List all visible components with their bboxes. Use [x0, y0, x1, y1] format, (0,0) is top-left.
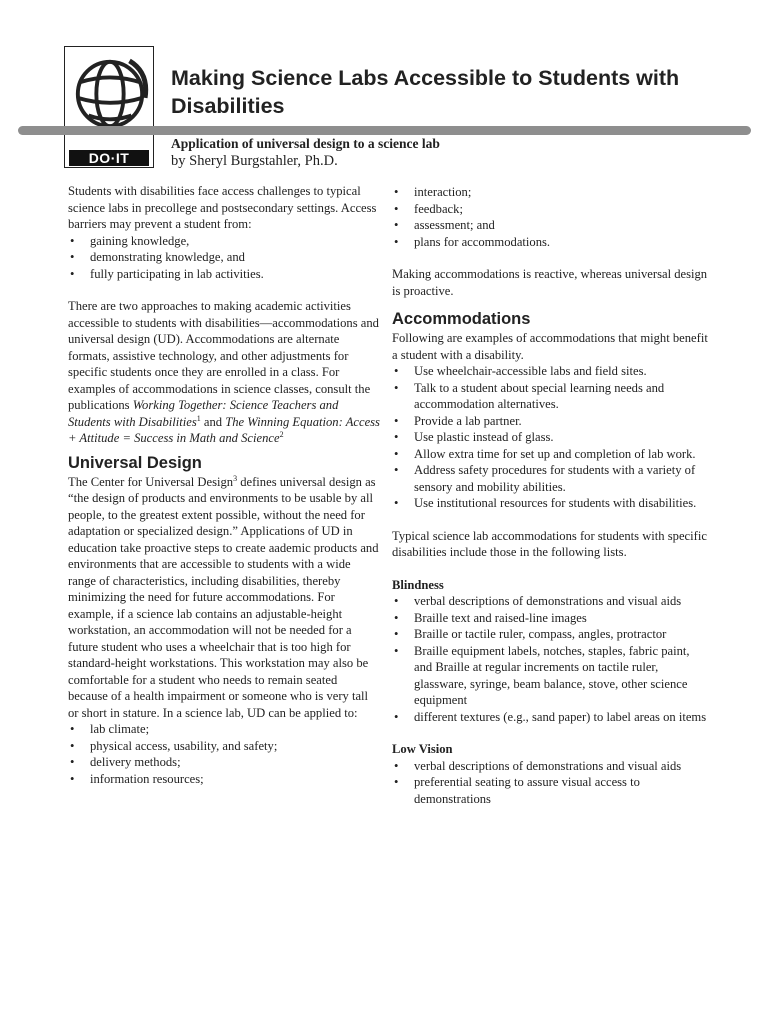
section-heading-accommodations: Accommodations	[392, 310, 531, 328]
intro-paragraph: Students with disabilities face access challenges to typical science labs in precollege and postsecondary settings. Access barriers may prevent a student from:	[68, 184, 377, 231]
list-item: • lab climate;	[68, 721, 380, 738]
list-item: • Braille equipment labels, notches, staples, fabric paint, and Braille at regular increments on tactile ruler, glassware, syringe, beam balance, stove, other science equipment	[392, 643, 710, 709]
ud-list-continued	[392, 184, 710, 250]
list-item: • fully participating in lab activities.	[68, 266, 380, 283]
accommodations-list	[392, 363, 710, 512]
list-item: • physical access, usability, and safety;	[68, 738, 380, 755]
ud-list	[68, 721, 380, 787]
left-column	[68, 183, 380, 787]
blindness-list	[392, 593, 710, 725]
list-item: • Braille text and raised-line images	[392, 610, 710, 627]
list-item: • assessment; and	[392, 217, 710, 234]
list-item: • different textures (e.g., sand paper) to label areas on items	[392, 709, 710, 726]
list-item: • Use wheelchair-accessible labs and field sites.	[392, 363, 710, 380]
list-item: • preferential seating to assure visual access to demonstrations	[392, 774, 710, 807]
subheading-blindness: Blindness	[392, 577, 444, 592]
reactive-paragraph: Making accommodations is reactive, whereas universal design is proactive.	[392, 267, 708, 298]
typical-paragraph: Typical science lab accommodations for students with specific disabilities include those in the following lists.	[392, 528, 707, 559]
list-item: • Address safety procedures for students with a variety of sensory and mobility abilities.	[392, 462, 710, 495]
list-item: • demonstrating knowledge, and	[68, 249, 380, 266]
intro-list	[68, 233, 380, 283]
list-item: • interaction;	[392, 184, 710, 201]
subtitle: Application of universal design to a science lab	[171, 136, 440, 151]
publication-link[interactable]: The Winning Equation: Access + Attitude = Success in Math and Science	[68, 414, 380, 445]
globe-icon	[71, 55, 149, 133]
footnote-ref: 3	[233, 473, 238, 483]
list-item: • Talk to a student about special learning needs and accommodation alternatives.	[392, 380, 710, 413]
list-item: • information resources;	[68, 771, 380, 788]
accommodations-intro: Following are examples of accommodations that might benefit a student with a disability.	[392, 331, 708, 362]
list-item: • verbal descriptions of demonstrations and visual aids	[392, 593, 710, 610]
footnote-ref: 2	[279, 430, 284, 439]
approaches-paragraph: There are two approaches to making academic activities accessible to students with disabilities—accommodations and universal design (UD). Accommodations are alternate formats, assistive technology, and other adjustments for specific students once they are enrolled in a class. For examples of accommodations in science classes, consult the publications Working Together: Science Teachers and Students with Disabilities$^1$ and The Winning Equation: Access + Attitude = Success in Math and Science$^2$	[68, 299, 380, 445]
publication-link[interactable]: Working Together: Science Teachers and Students with Disabilities	[68, 398, 339, 429]
header-divider	[18, 126, 751, 135]
list-item: • verbal descriptions of demonstrations and visual aids	[392, 758, 710, 775]
ud-paragraph: The Center for Universal Design$^3$ defines universal design as “the design of products and environments to be usable by all people, to the greatest extent possible, without the need for adaptation or specialized design.” Applications of UD in education take proactive steps to create aademic products and environments that are accessible to students with a wide range of characteristics, including disabilities, thereby minimizing the need for future accommodations. For example, if a science lab contains an adjustable-height workstation, an accommodation will not be needed for a future student who uses a wheelchair that is too high for standard-height workstations. This workstation may also be comfortable for a student who needs to remain seated because of a health impairment or someone who is very tall or short in stature. In a science lab, UD can be applied to:	[68, 473, 379, 720]
list-item: • plans for accommodations.	[392, 234, 710, 251]
subheading-low-vision: Low Vision	[392, 742, 453, 756]
list-item: • Allow extra time for set up and completion of lab work.	[392, 446, 710, 463]
byline: by Sheryl Burgstahler, Ph.D.	[171, 153, 338, 169]
list-item: • Braille or tactile ruler, compass, angles, protractor	[392, 626, 710, 643]
section-heading-universal-design: Universal Design	[68, 453, 202, 472]
list-item: • Use plastic instead of glass.	[392, 429, 710, 446]
list-item: • gaining knowledge,	[68, 233, 380, 250]
list-item: • delivery methods;	[68, 754, 380, 771]
list-item: • Use institutional resources for students with disabilities.	[392, 495, 710, 512]
page-title: Making Science Labs Accessible to Students with Disabilities	[171, 66, 680, 118]
low-vision-list	[392, 758, 710, 808]
right-column	[392, 184, 710, 807]
list-item: • Provide a lab partner.	[392, 413, 710, 430]
list-item: • feedback;	[392, 201, 710, 218]
logo-label: DO·IT	[69, 150, 149, 166]
doit-logo	[64, 46, 154, 168]
footnote-ref: 1	[196, 413, 201, 423]
